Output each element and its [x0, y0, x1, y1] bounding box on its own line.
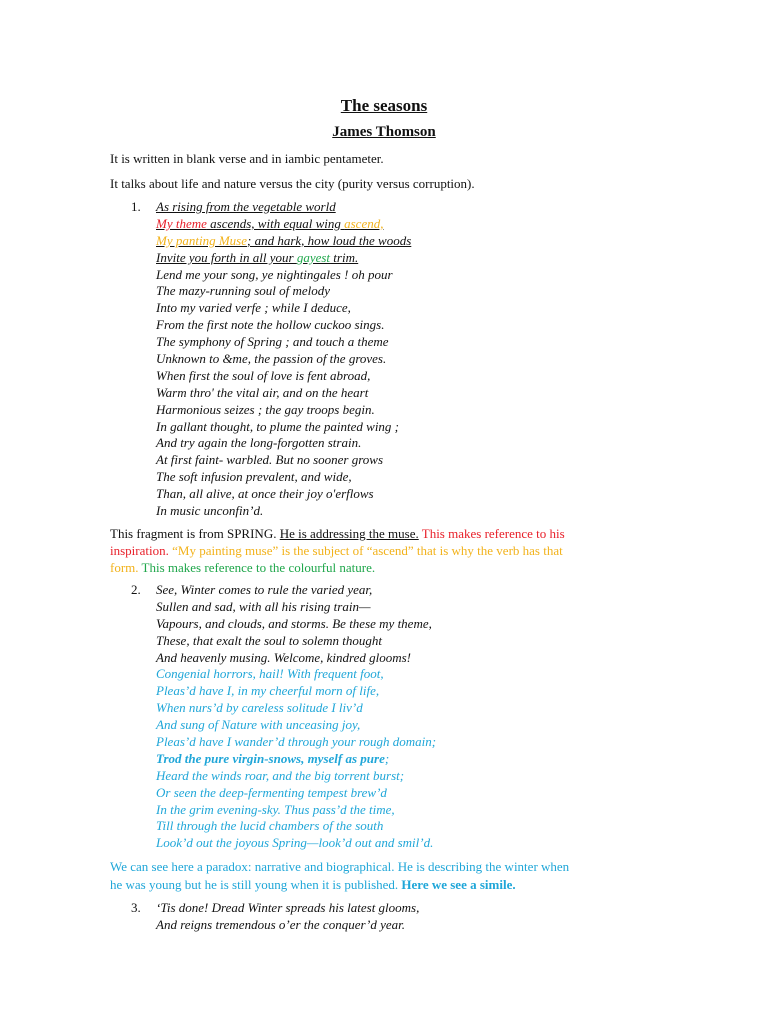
simile-line: Trod the pure virgin-snows, myself as pure — [156, 750, 385, 766]
poem-line: ‘Tis done! Dread Winter spreads his latest glooms, — [156, 900, 420, 915]
list-number-2: 2. — [131, 582, 141, 597]
poem-line: Heard the winds roar, and the big torrent burst; — [156, 767, 405, 783]
poem-line: Till through the lucid chambers of the south — [156, 818, 384, 834]
poem-3 — [156, 900, 419, 934]
intro-paragraph-2: It talks about life and nature versus the city (purity versus corruption). — [110, 176, 475, 191]
poem-line: And heavenly musing. Welcome, kindred glooms! — [156, 649, 412, 665]
comment-reference-red: This makes reference to his — [418, 526, 565, 541]
list-number-3: 3. — [131, 900, 141, 915]
highlight-my-theme: My theme — [156, 215, 207, 231]
poem-line: In music unconfin’d. — [156, 503, 264, 519]
poem-line: At first faint- warbled. But no sooner grows — [156, 452, 384, 468]
highlight-ascend: ascend, — [344, 215, 384, 231]
poem-line: Harmonious seizes ; the gay troops begin. — [156, 401, 375, 417]
comment-1-line-3 — [110, 559, 375, 576]
verse-text: trim. — [330, 249, 359, 265]
poem-1-line-3 — [156, 233, 411, 250]
poem-1-line-1 — [156, 199, 411, 216]
poem-line: Unknown to &me, the passion of the groves. — [156, 351, 387, 367]
poem-line: See, Winter comes to rule the varied year, — [156, 582, 373, 597]
poem-line: Lend me your song, ye nightingales ! oh pour — [156, 266, 393, 282]
comment-text: This fragment is from SPRING. — [110, 526, 280, 541]
comment-colourful-nature: This makes reference to the colourful nature. — [138, 560, 376, 575]
poem-line: In the grim evening-sky. Thus pass’d the time, — [156, 801, 395, 817]
poem-line: And try again the long-forgotten strain. — [156, 435, 362, 451]
comment-text: he was young but he is still young when it is published. — [110, 877, 402, 892]
poem-line-bold — [156, 751, 436, 768]
comment-form: form. — [110, 560, 139, 575]
verse-text: ascends, with equal wing — [206, 215, 345, 231]
poem-line: From the first note the hollow cuckoo sings. — [156, 317, 385, 333]
highlight-gayest: gayest — [296, 249, 331, 265]
verse-text: ; and hark, how loud the woods — [246, 232, 412, 248]
verse-text: As rising from the vegetable world — [156, 199, 336, 214]
poem-line: The mazy-running soul of melody — [156, 283, 331, 299]
comment-2-line-1: We can see here a paradox: narrative and biographical. He is describing the winter when — [110, 859, 570, 874]
poem-line: Pleas’d have I, in my cheerful morn of life, — [156, 683, 380, 699]
author-name: James Thomson — [332, 124, 436, 140]
verse-text: Invite you forth in all your — [156, 249, 297, 265]
poem-line: The symphony of Spring ; and touch a theme — [156, 334, 389, 350]
poem-line: When nurs’d by careless solitude I liv’d — [156, 700, 363, 716]
poem-2 — [156, 582, 436, 852]
poem-line: Sullen and sad, with all his rising train— — [156, 598, 371, 614]
comment-panting-muse-note: “My painting muse” is the subject of “ascend” that is why the verb has that — [168, 543, 563, 558]
verse-text: ; — [384, 750, 390, 766]
document-title: The seasons — [340, 96, 428, 115]
intro-paragraph-1: It is written in blank verse and in iambic pentameter. — [110, 151, 384, 166]
poem-line: And sung of Nature with unceasing joy, — [156, 717, 361, 733]
poem-line: In gallant thought, to plume the painted wing ; — [156, 418, 400, 434]
poem-1 — [156, 199, 411, 520]
poem-line: Pleas’d have I wander’d through your rough domain; — [156, 734, 437, 750]
poem-1-line-2 — [156, 216, 411, 233]
poem-line: Vapours, and clouds, and storms. Be these my theme, — [156, 615, 432, 631]
poem-line: Than, all alive, at once their joy o'erflows — [156, 486, 374, 502]
poem-line: When first the soul of love is fent abroad, — [156, 367, 371, 383]
comment-2-line-2 — [110, 876, 516, 893]
poem-line: Look’d out the joyous Spring—look’d out and smil’d. — [156, 835, 434, 851]
poem-line: Warm thro' the vital air, and on the heart — [156, 384, 369, 400]
list-number-1: 1. — [131, 199, 141, 214]
comment-1-line-2 — [110, 542, 563, 559]
poem-1-line-4 — [156, 250, 411, 267]
comment-1-line-1 — [110, 525, 565, 542]
poem-line: And reigns tremendous o’er the conquer’d year. — [156, 916, 405, 932]
highlight-panting-muse: My panting Muse — [156, 232, 247, 248]
poem-line: Or seen the deep-fermenting tempest brew’d — [156, 784, 387, 800]
poem-line: Into my varied verfe ; while I deduce, — [156, 300, 351, 316]
comment-simile: Here we see a simile. — [401, 877, 516, 892]
poem-line: The soft infusion prevalent, and wide, — [156, 469, 352, 485]
poem-line: Congenial horrors, hail! With frequent foot, — [156, 666, 384, 682]
comment-addressing-muse: He is addressing the muse. — [279, 526, 419, 541]
comment-inspiration: inspiration. — [110, 543, 169, 558]
poem-line: These, that exalt the soul to solemn thought — [156, 632, 383, 648]
